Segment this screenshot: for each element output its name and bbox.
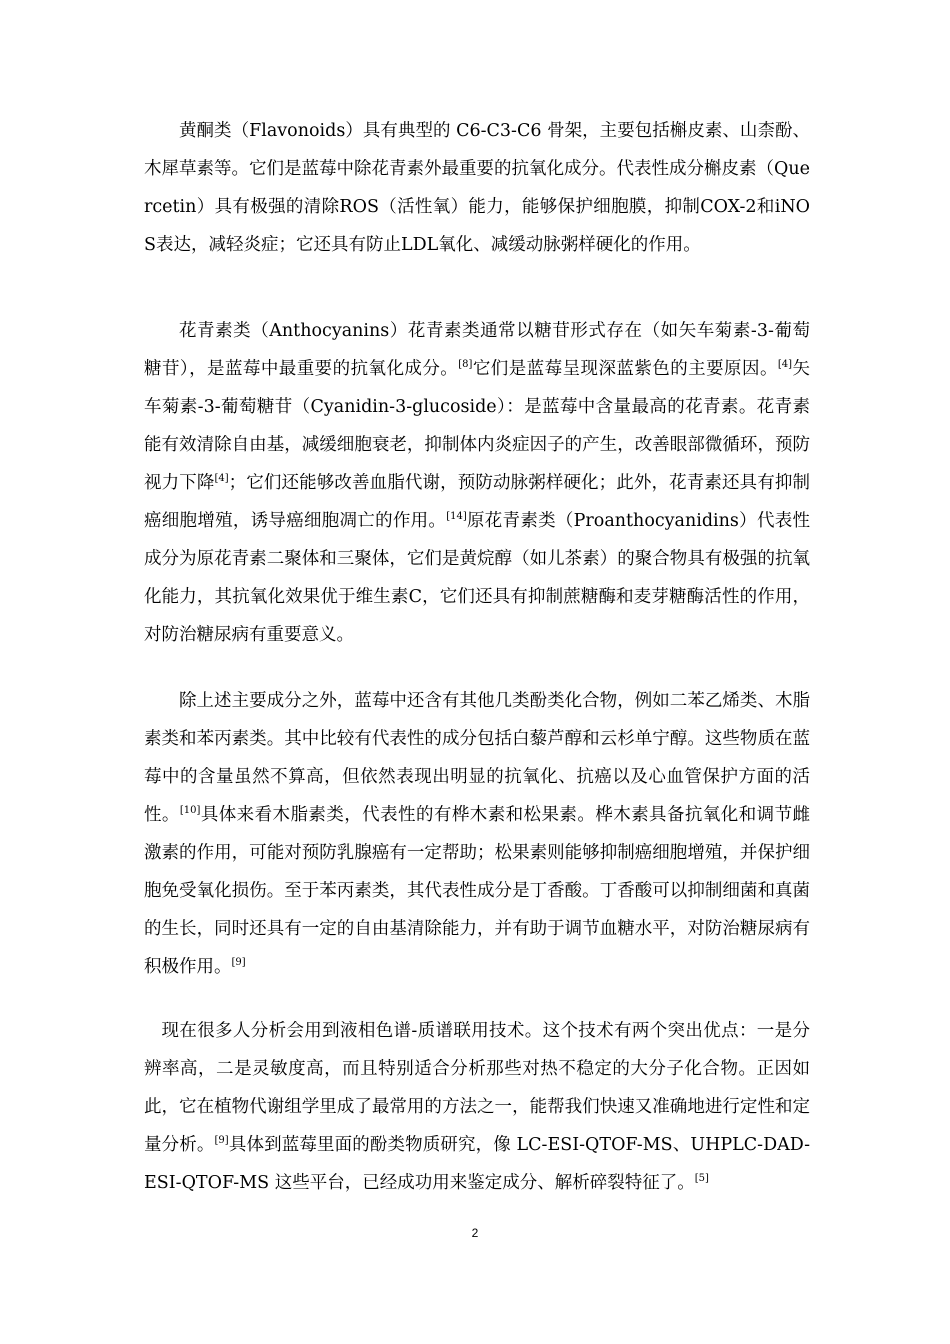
paragraph-text: 原花青素类（Proanthocyanidins）代表性成分为原花青素二聚体和三聚体，它们是黄烷醇（如儿茶素）的聚合物具有极强的抗氧化能力，其抗氧化效果优于维生素C，它们还具有抑制蔗糖酶和麦芽糖酶活性的作用，对防治糖尿病有重要意义。: [144, 511, 811, 645]
paragraph-text: 它们是蓝莓呈现深蓝紫色的主要原因。: [472, 359, 778, 379]
citation-mark: [10]: [179, 805, 201, 817]
citation-mark: [9]: [231, 957, 246, 969]
citation-mark: [4]: [214, 473, 229, 485]
paragraph-flavonoids: [144, 112, 810, 264]
paragraph-text: ；它们还能够改善血脂代谢，预防动脉粥样硬化；此外，花青素还具有抑制癌细胞增殖，诱导癌细胞凋亡的作用。: [144, 473, 811, 531]
paragraph-lcms: [144, 1012, 810, 1202]
citation-mark: [8]: [458, 359, 473, 371]
paragraph-text: 现在很多人分析会用到液相色谱-质谱联用技术。这个技术有两个突出优点：一是分辨率高，二是灵敏度高，而且特别适合分析那些对热不稳定的大分子化合物。正因如此，它在植物代谢组学里成了最常用的方法之一，能帮我们快速又准确地进行定性和定量分析。: [144, 1021, 810, 1155]
citation-mark: [9]: [214, 1135, 229, 1147]
paragraph-text: 花青素类（Anthocyanins）花青素类通常以糖苷形式存在（如矢车菊素-3-葡萄糖苷），是蓝莓中最重要的抗氧化成分。: [144, 321, 810, 379]
citation-mark: [5]: [694, 1173, 709, 1185]
paragraph-text: 具体来看木脂素类，代表性的有桦木素和松果素。桦木素具备抗氧化和调节雌激素的作用，可能对预防乳腺癌有一定帮助；松果素则能够抑制癌细胞增殖，并保护细胞免受氧化损伤。至于苯丙素类，其代表性成分是丁香酸。丁香酸可以抑制细菌和真菌的生长，同时还具有一定的自由基清除能力，并有助于调节血糖水平，对防治糖尿病有积极作用。: [144, 805, 810, 977]
paragraph-text: 除上述主要成分之外，蓝莓中还含有其他几类酚类化合物，例如二苯乙烯类、木脂素类和苯丙素类。其中比较有代表性的成分包括白藜芦醇和云杉单宁醇。这些物质在蓝莓中的含量虽然不算高，但依然表现出明显的抗氧化、抗癌以及心血管保护方面的活性。: [144, 691, 810, 825]
page-number: 2: [471, 1226, 479, 1240]
citation-mark: [4]: [777, 359, 793, 371]
paragraph-text: 具体到蓝莓里面的酚类物质研究，像 LC-ESI-QTOF-MS、UHPLC-DAD-ESI-QTOF-MS 这些平台，已经成功用来鉴定成分、解析碎裂特征了。: [144, 1135, 811, 1193]
paragraph-text: 黄酮类（Flavonoids）具有典型的 C6-C3-C6 骨架，主要包括槲皮素、山柰酚、木犀草素等。它们是蓝莓中除花青素外最重要的抗氧化成分。代表性成分槲皮素（Quercetin）具有极强的清除ROS（活性氧）能力，能够保护细胞膜，抑制COX-2和iNOS表达，减轻炎症；它还具有防止LDL氧化、减缓动脉粥样硬化的作用。: [144, 121, 811, 255]
paragraph-other-phenolics: [144, 682, 810, 986]
paragraph-anthocyanins: [144, 312, 810, 654]
paragraph-text: 矢车菊素-3-葡萄糖苷（Cyanidin-3-glucoside）：是蓝莓中含量最高的花青素。花青素能有效清除自由基，减缓细胞衰老，抑制体内炎症因子的产生，改善眼部微循环，预防视力下降: [144, 359, 811, 493]
citation-mark: [14]: [446, 511, 467, 523]
